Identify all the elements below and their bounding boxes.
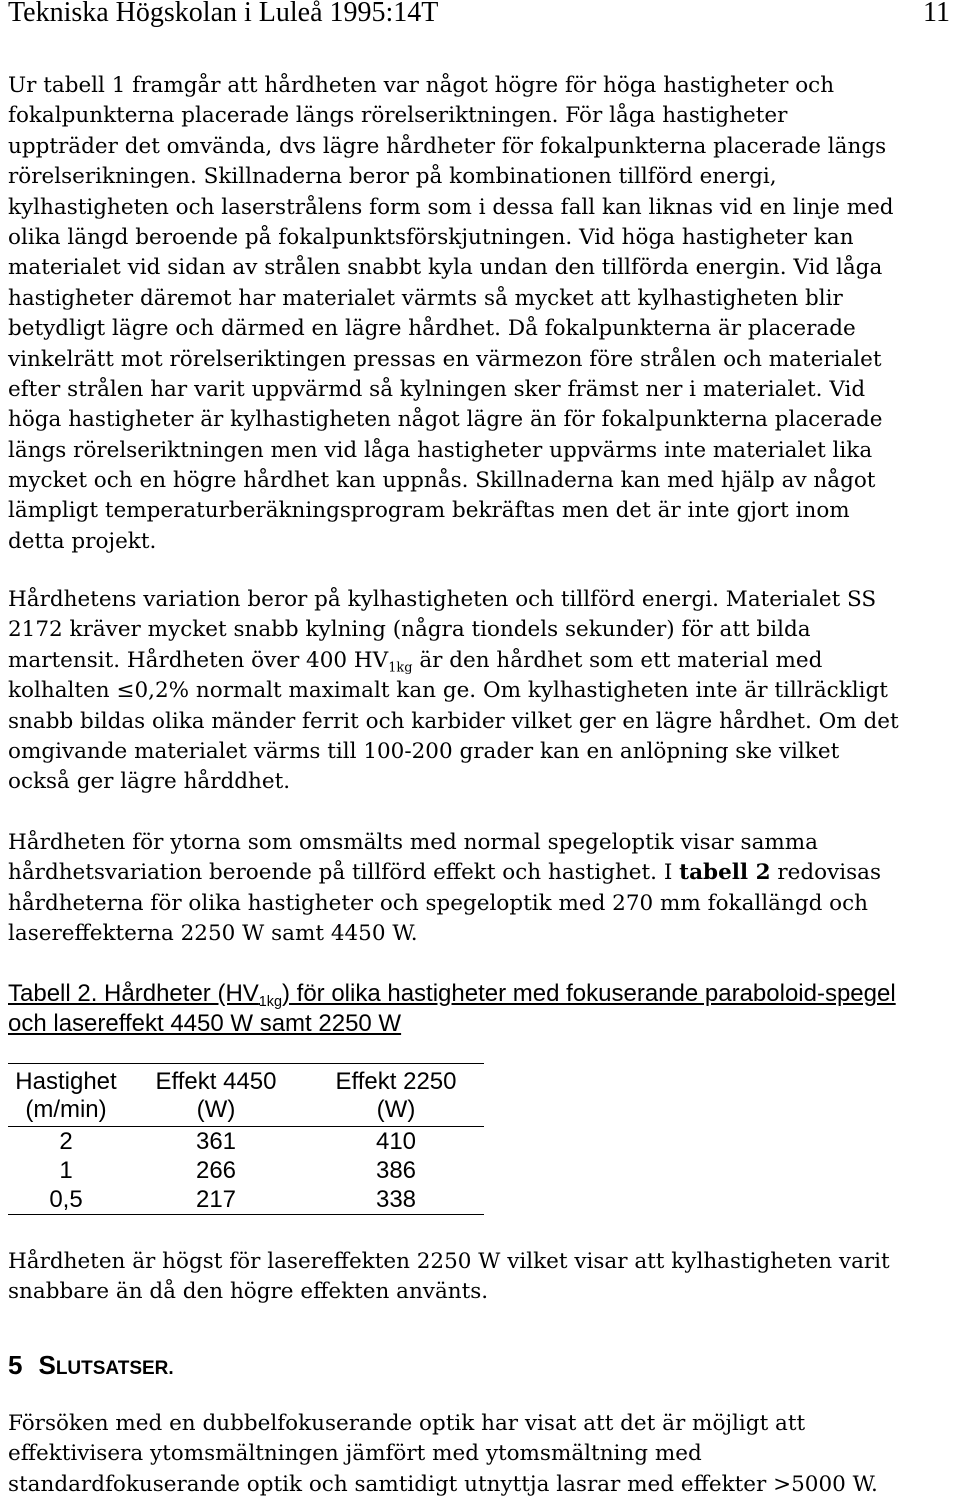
table-cell: 2 (59, 1128, 73, 1155)
hardness-table (8, 1063, 484, 1215)
table-cell: 361 (195, 1128, 237, 1155)
table-caption (8, 979, 896, 1039)
paragraph-line: betydligt lägre och därmed en lägre hårdhet. Då fokalpunkterna är placerade (8, 316, 856, 342)
paragraph-line: höga hastigheter är kylhastigheten något lägre än för fokalpunkterna placerade (8, 407, 883, 433)
table-header-cell (308, 1064, 484, 1127)
paragraph-line: också ger lägre hårddhet. (8, 769, 291, 795)
table-cell: 386 (375, 1157, 417, 1184)
paragraph-4 (8, 1247, 890, 1308)
section-title: SLUTSATSER. (38, 1350, 174, 1380)
table-reference: tabell 2 (679, 860, 771, 886)
table-cell: 410 (375, 1128, 417, 1155)
paragraph-line: Försöken med en dubbelfokuserande optik har visat att det är möjligt att (8, 1411, 806, 1436)
table-header-cell (8, 1064, 124, 1127)
header-line: Effekt 4450 (155, 1068, 277, 1095)
paragraph-line: kylhastigheten och laserstrålens form som i dessa fall kan liknas vid en linje med (8, 194, 894, 220)
paragraph-1 (8, 71, 894, 557)
paragraph-line: hårdheterna för olika hastigheter och spegeloptik med 270 mm fokallängd och (8, 890, 869, 916)
page-number: 11 (923, 0, 950, 28)
paragraph-line (8, 858, 881, 888)
paragraph-line: olika längd beroende på fokalpunktsförskjutningen. Vid höga hastigheter kan (8, 224, 854, 250)
header-unit: (W) (196, 1096, 236, 1123)
paragraph-line: lasereffekterna 2250 W samt 4450 W. (8, 921, 418, 947)
table-row (8, 1127, 484, 1157)
caption-line (8, 979, 896, 1009)
table-cell: 0,5 (8, 1185, 124, 1215)
paragraph-line: omgivande materialet värms till 100-200 grader kan en anlöpning ske vilket (8, 738, 840, 764)
section-number: 5 (8, 1350, 23, 1380)
paragraph-line: effektivisera ytomsmältningen jämfört med ytomsmältning med (8, 1441, 702, 1467)
caption-text: Tabell 2. Hårdheter (HV (8, 980, 259, 1007)
caption-line: och lasereffekt 4450 W samt 2250 W (8, 1010, 402, 1037)
paragraph-line: kolhalten ≤0,2% normalt maximalt kan ge. Om kylhastigheten inte är tillräckligt (8, 678, 888, 704)
header-line: Effekt 2250 (335, 1068, 457, 1095)
header-unit: (m/min) (25, 1096, 107, 1123)
line-text: redovisas (770, 860, 881, 886)
paragraph-line: uppträder det omvända, dvs lägre hårdheter för fokalpunkterna placerade längs (8, 133, 887, 159)
paragraph-3 (8, 828, 881, 950)
table-cell: 266 (195, 1157, 237, 1184)
table-header-row (8, 1064, 484, 1127)
table-cell: 1 (59, 1157, 73, 1184)
section-heading (8, 1350, 174, 1380)
paragraph-line: 2172 kräver mycket snabb kylning (några tiondels sekunder) för att bilda (8, 617, 811, 643)
paragraph-line: efter strålen har varit uppvärmd så kylningen sker främst ner i materialet. Vid (8, 376, 866, 402)
table-cell: 217 (124, 1185, 308, 1215)
paragraph-line: lämpligt temperaturberäkningsprogram bekräftas men det är inte gjort inom (8, 498, 850, 524)
paragraph-line: snabbare än då den högre effekten använts. (8, 1279, 489, 1305)
paragraph-5 (8, 1409, 878, 1500)
header-unit: (W) (376, 1096, 416, 1123)
header-line: Hastighet (15, 1068, 117, 1095)
header-title: Tekniska Högskolan i Luleå 1995:14T (8, 0, 439, 28)
table-cell: 338 (308, 1185, 484, 1215)
caption-text: ) för olika hastigheter med fokuserande paraboloid-spegel (281, 980, 896, 1007)
paragraph-line: hastigheter däremot har materialet värmts så mycket att kylhastigheten blir (8, 285, 843, 311)
paragraph-line (8, 646, 899, 676)
paragraph-line: snabb bildas olika mänder ferrit och karbider vilket ger en lägre hårdhet. Om det (8, 708, 899, 734)
paragraph-line: fokalpunkterna placerade längs rörelseriktningen. För låga hastigheter (8, 103, 788, 129)
line-text: hårdhetsvariation beroende på tillförd effekt och hastighet. I (8, 860, 680, 886)
subscript: 1kg (258, 994, 282, 1011)
paragraph-2 (8, 585, 899, 798)
paragraph-line: materialet vid sidan av strålen snabbt kyla undan den tillförda energin. Vid låga (8, 255, 883, 281)
paragraph-line: mycket och en högre hårdhet kan uppnås. Skillnaderna kan med hjälp av något (8, 468, 876, 494)
paragraph-line: rörelserikningen. Skillnaderna beror på kombinationen tillförd energi, (8, 164, 777, 190)
table-row (8, 1156, 484, 1185)
line-text: är den hårdhet som ett material med (412, 647, 823, 673)
paragraph-line: standardfokuserande optik och samtidigt utnyttja lasrar med effekter >5000 W. (8, 1471, 878, 1497)
paragraph-line: Hårdheten är högst för lasereffekten 2250 W vilket visar att kylhastigheten varit (8, 1249, 890, 1274)
line-text: martensit. Hårdheten över 400 HV (8, 647, 389, 673)
paragraph-line: Hårdhetens variation beror på kylhastigheten och tillförd energi. Materialet SS (8, 587, 877, 612)
subscript: 1kg (388, 660, 413, 676)
table-header-cell (124, 1064, 308, 1127)
paragraph-line: detta projekt. (8, 528, 157, 554)
paragraph-line: Hårdheten för ytorna som omsmälts med normal spegeloptik visar samma (8, 830, 818, 855)
paragraph-line: längs rörelseriktningen men vid låga hastigheter uppvärms inte materialet lika (8, 437, 873, 463)
paragraph-line: Ur tabell 1 framgår att hårdheten var något högre för höga hastigheter och (8, 73, 835, 98)
table-row (8, 1185, 484, 1215)
paragraph-line: vinkelrätt mot rörelseriktingen pressas en värmezon före strålen och materialet (8, 346, 882, 372)
